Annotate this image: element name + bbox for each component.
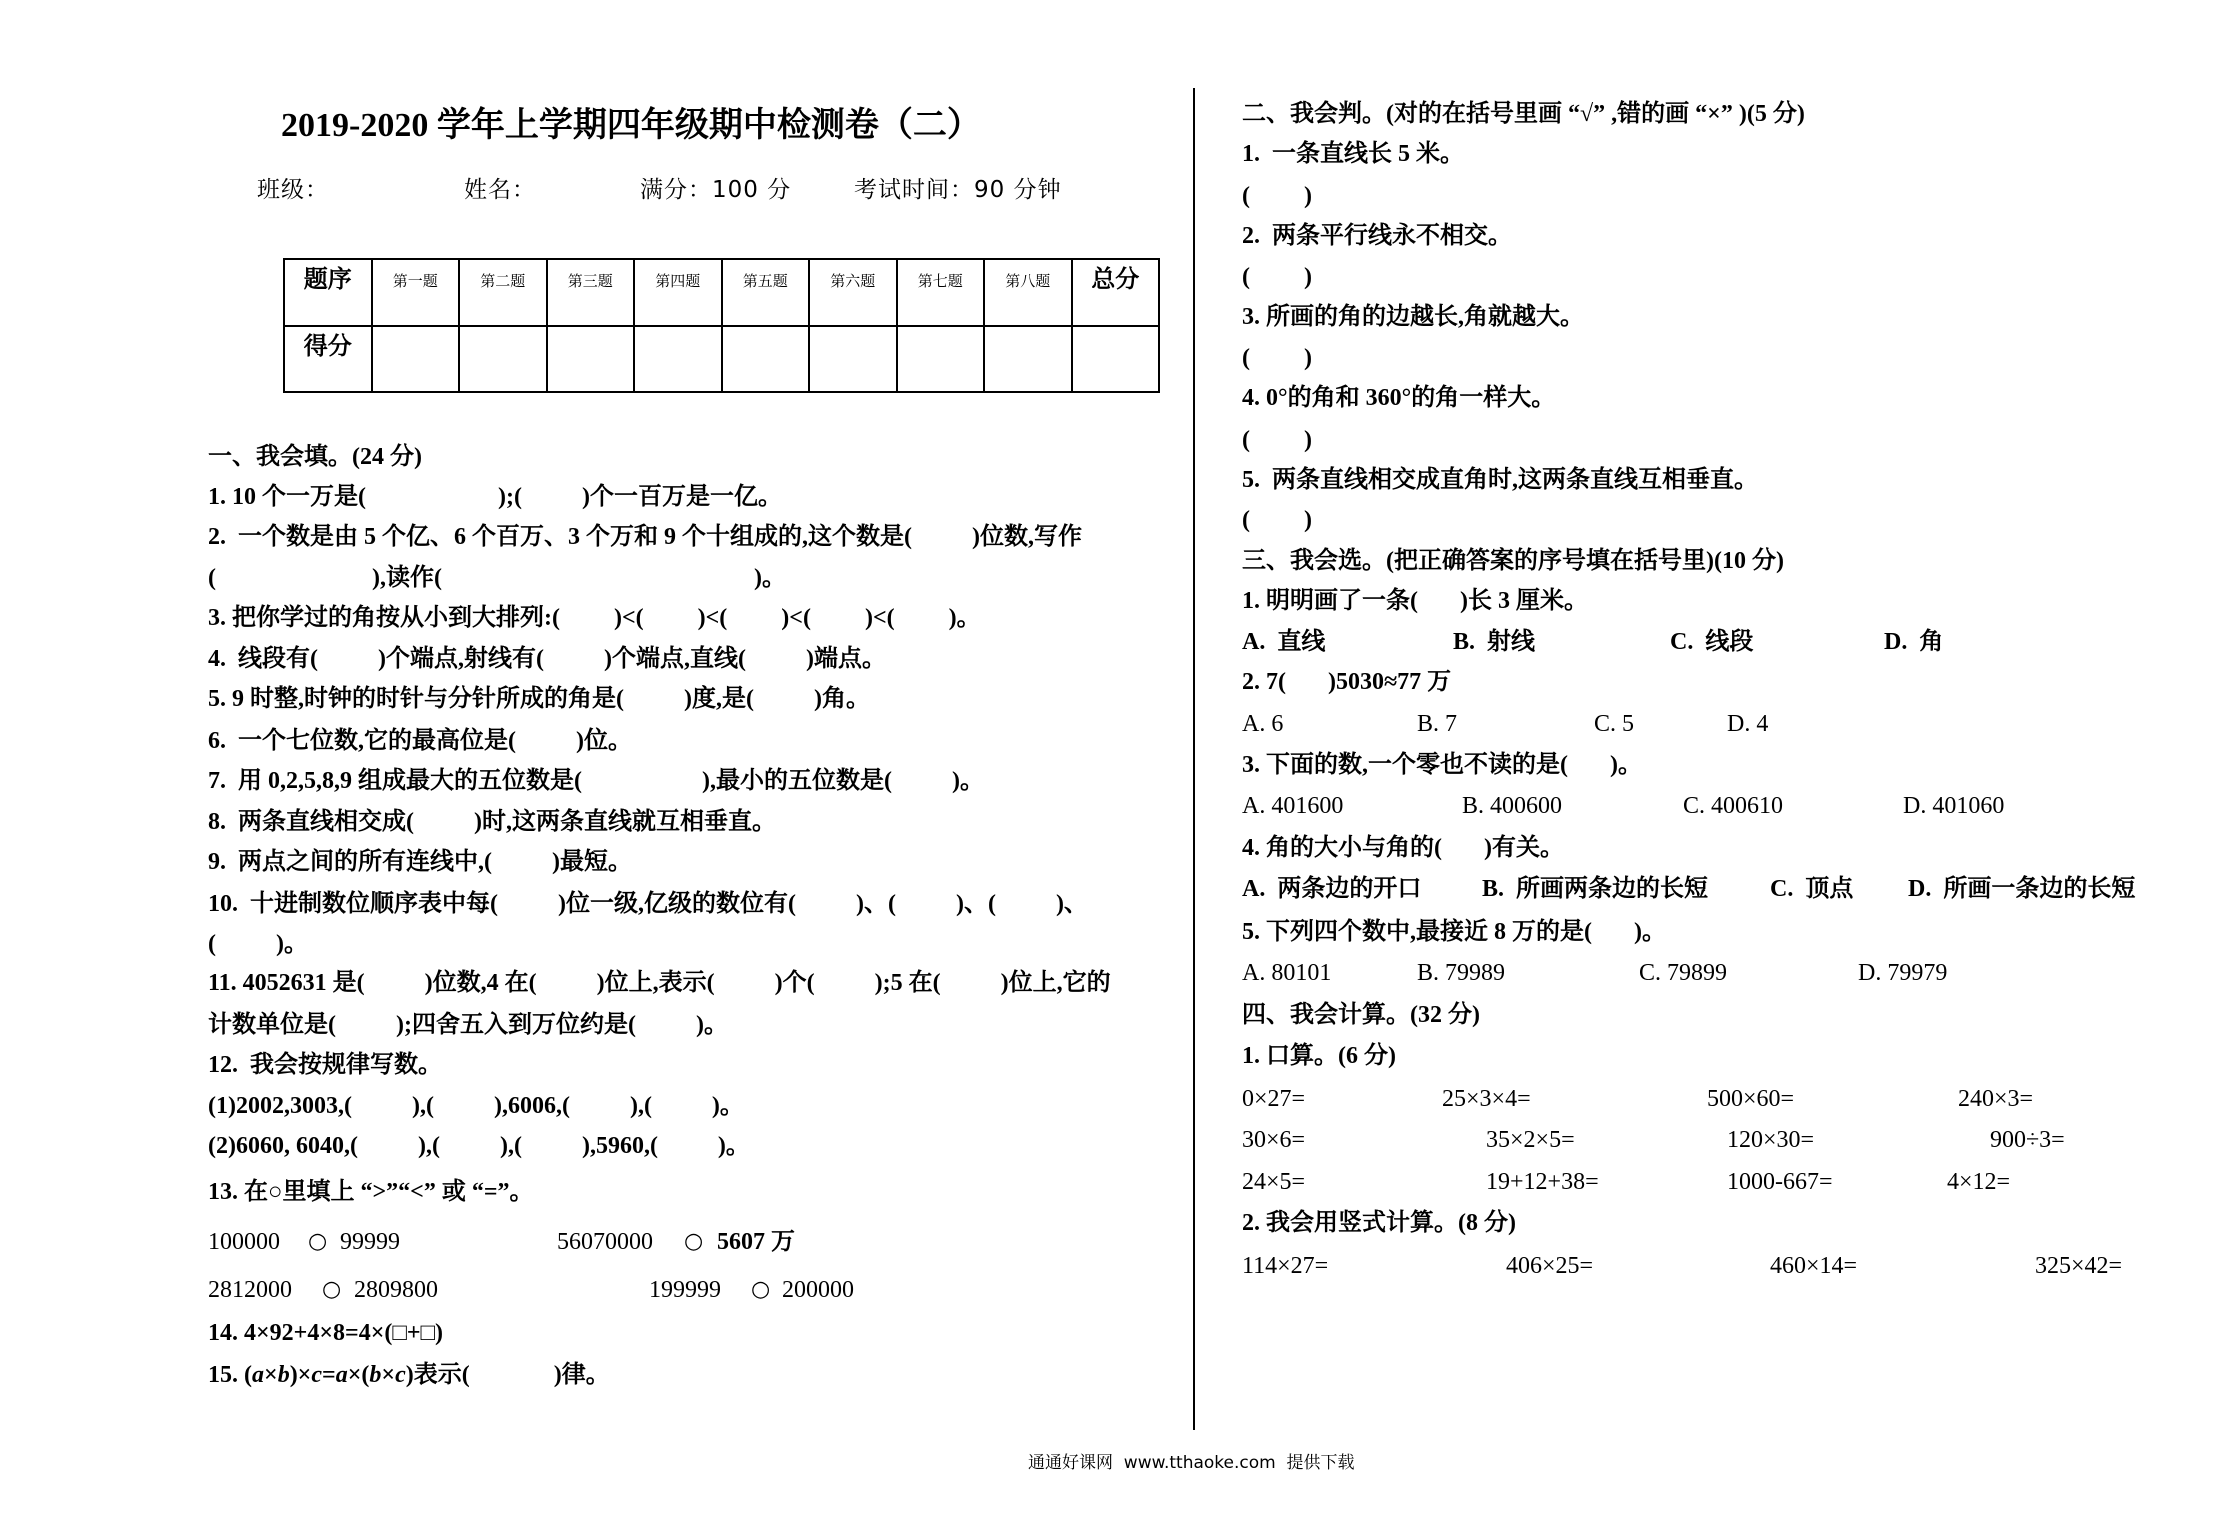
class-label: 班级：	[257, 177, 329, 203]
fill-q11-line1: 11. 4052631 是( )位数,4 在( )位上,表示( )个( );5 在( )位上,它的	[208, 970, 1111, 996]
judge-q2: 2. 两条平行线永不相交。	[1242, 223, 1512, 249]
mental-math-item: 900÷3=	[1990, 1127, 2065, 1153]
fill-q2-line1: 2. 一个数是由 5 个亿、6 个百万、3 个万和 9 个十组成的,这个数是( )位数,写作	[208, 524, 1082, 550]
judge-q3: 3. 所画的角的边越长,角就越大。	[1242, 304, 1584, 330]
mental-math-item: 30×6=	[1242, 1127, 1306, 1153]
fill-q5: 5. 9 时整,时钟的时针与分针所成的角是( )度,是( )角。	[208, 686, 870, 712]
fill-q10-line2: ( )。	[208, 931, 308, 957]
fill-q4: 4. 线段有( )个端点,射线有( )个端点,直线( )端点。	[208, 646, 886, 672]
section2-heading: 二、我会判。(对的在括号里画 “√” ,错的画 “×” )(5 分)	[1242, 101, 1805, 127]
option-d: D. 角	[1884, 629, 1944, 655]
compare-left-number: 100000	[208, 1229, 280, 1255]
judge-q2-answer: ( )	[1242, 264, 1312, 290]
fill-q10-line1: 10. 十进制数位顺序表中每( )位一级,亿级的数位有( )、( )、( )、	[208, 891, 1088, 917]
exam-time: 考试时间：90 分钟	[854, 177, 1062, 203]
compare-right-number: 2809800	[354, 1277, 438, 1303]
judge-q1: 1. 一条直线长 5 米。	[1242, 141, 1464, 167]
column-header-total: 总分	[1072, 259, 1160, 326]
mental-math-row	[0, 1085, 2221, 1113]
mental-math-item: 19+12+38=	[1486, 1169, 1599, 1195]
column-header-q6: 第六题	[809, 259, 897, 326]
choice-q1-options	[0, 628, 2221, 656]
option-d: D. 401060	[1903, 793, 2005, 819]
option-b: B. 射线	[1453, 629, 1536, 655]
option-c: C. 400610	[1683, 793, 1784, 819]
fill-q12-prompt: 12. 我会按规律写数。	[208, 1052, 442, 1078]
fill-q8: 8. 两条直线相交成( )时,这两条直线就互相垂直。	[208, 809, 776, 835]
compare-right-number: 5607 万	[717, 1229, 795, 1255]
column-header-q4: 第四题	[634, 259, 722, 326]
fill-q15: 15. (a×b)×c=a×(b×c)表示( )律。	[208, 1362, 610, 1388]
vertical-calc-row	[0, 1252, 2221, 1280]
column-header-q1: 第一题	[372, 259, 460, 326]
judge-q4: 4. 0°的角和 360°的角一样大。	[1242, 385, 1556, 411]
mental-math-item: 240×3=	[1958, 1086, 2034, 1112]
row-label-score: 得分	[284, 326, 372, 392]
column-header-q5: 第五题	[722, 259, 810, 326]
score-cell	[372, 326, 460, 392]
choice-q5-options	[0, 959, 2221, 987]
fill-q11-line2: 计数单位是( );四舍五入到万位约是( )。	[208, 1012, 728, 1038]
compare-circle: ○	[308, 1229, 328, 1254]
option-a: A. 6	[1242, 711, 1284, 737]
full-score: 满分：100 分	[640, 177, 792, 203]
compare-circle: ○	[751, 1277, 771, 1302]
option-c: C. 5	[1594, 711, 1635, 737]
fill-q9: 9. 两点之间的所有连线中,( )最短。	[208, 849, 632, 875]
vertical-calc-item: 460×14=	[1770, 1253, 1858, 1279]
mental-math-row	[0, 1168, 2221, 1196]
score-cell	[984, 326, 1072, 392]
column-header-q3: 第三题	[547, 259, 635, 326]
score-cell	[897, 326, 985, 392]
fill-q6: 6. 一个七位数,它的最高位是( )位。	[208, 728, 632, 754]
option-b: B. 400600	[1462, 793, 1563, 819]
score-table-score-row	[284, 326, 1159, 392]
mental-math-row	[0, 1126, 2221, 1154]
option-c: C. 线段	[1670, 629, 1754, 655]
score-cell	[459, 326, 547, 392]
choice-q3-options	[0, 792, 2221, 820]
section1-heading: 一、我会填。(24 分)	[208, 444, 422, 470]
mental-math-heading: 1. 口算。(6 分)	[1242, 1043, 1396, 1069]
choice-q5: 5. 下列四个数中,最接近 8 万的是( )。	[1242, 919, 1666, 945]
compare-circle: ○	[322, 1277, 342, 1302]
judge-q3-answer: ( )	[1242, 345, 1312, 371]
fill-q14: 14. 4×92+4×8=4×(□+□)	[208, 1320, 444, 1346]
section4-heading: 四、我会计算。(32 分)	[1242, 1002, 1480, 1028]
score-cell	[634, 326, 722, 392]
compare-right-number: 99999	[340, 1229, 400, 1255]
judge-q5-answer: ( )	[1242, 507, 1312, 533]
score-table-header-row	[284, 259, 1159, 326]
option-c: C. 顶点	[1770, 876, 1854, 902]
choice-q1: 1. 明明画了一条( )长 3 厘米。	[1242, 588, 1588, 614]
mental-math-item: 24×5=	[1242, 1169, 1306, 1195]
score-cell	[809, 326, 897, 392]
choice-q4: 4. 角的大小与角的( )有关。	[1242, 835, 1564, 861]
mental-math-item: 35×2×5=	[1486, 1127, 1575, 1153]
fill-q13-compare-row	[0, 1276, 2221, 1304]
compare-left-number: 2812000	[208, 1277, 292, 1303]
compare-circle: ○	[684, 1229, 704, 1254]
judge-q4-answer: ( )	[1242, 427, 1312, 453]
choice-q2: 2. 7( )5030≈77 万	[1242, 669, 1452, 695]
option-b: B. 79989	[1417, 960, 1506, 986]
option-b: B. 7	[1417, 711, 1458, 737]
score-cell	[547, 326, 635, 392]
option-d: D. 所画一条边的长短	[1908, 876, 2136, 902]
compare-left-number: 199999	[649, 1277, 721, 1303]
fill-q12-sequence-2: (2)6060, 6040,( ),( ),( ),5960,( )。	[208, 1133, 750, 1159]
fill-q7: 7. 用 0,2,5,8,9 组成最大的五位数是( ),最小的五位数是( )。	[208, 768, 984, 794]
score-cell	[722, 326, 810, 392]
section3-heading: 三、我会选。(把正确答案的序号填在括号里)(10 分)	[1242, 548, 1784, 574]
judge-q5: 5. 两条直线相交成直角时,这两条直线互相垂直。	[1242, 467, 1758, 493]
compare-right-number: 200000	[782, 1277, 854, 1303]
option-a: A. 直线	[1242, 629, 1326, 655]
vertical-calc-heading: 2. 我会用竖式计算。(8 分)	[1242, 1210, 1516, 1236]
fill-q3: 3. 把你学过的角按从小到大排列:( )<( )<( )<( )<( )。	[208, 605, 981, 631]
exam-title: 2019-2020 学年上学期四年级期中检测卷（二）	[281, 107, 981, 144]
fill-q1: 1. 10 个一万是( );( )个一百万是一亿。	[208, 484, 782, 510]
judge-q1-answer: ( )	[1242, 183, 1312, 209]
compare-left-number: 56070000	[557, 1229, 653, 1255]
option-a: A. 401600	[1242, 793, 1344, 819]
score-table	[283, 258, 1160, 393]
mental-math-item: 4×12=	[1947, 1169, 2011, 1195]
vertical-calc-item: 406×25=	[1506, 1253, 1594, 1279]
mental-math-item: 500×60=	[1707, 1086, 1795, 1112]
fill-q12-sequence-1: (1)2002,3003,( ),( ),6006,( ),( )。	[208, 1093, 744, 1119]
vertical-calc-item: 325×42=	[2035, 1253, 2123, 1279]
row-label-question-order: 题序	[284, 259, 372, 326]
fill-q13-prompt: 13. 在○里填上 “>”“<” 或 “=”。	[208, 1179, 534, 1205]
page-footer: 通通好课网 www.tthaoke.com 提供下载	[1028, 1453, 1355, 1473]
choice-q4-options	[0, 875, 2221, 903]
column-header-q8: 第八题	[984, 259, 1072, 326]
choice-q3: 3. 下面的数,一个零也不读的是( )。	[1242, 752, 1642, 778]
option-a: A. 80101	[1242, 960, 1332, 986]
option-d: D. 79979	[1858, 960, 1948, 986]
choice-q2-options	[0, 710, 2221, 738]
mental-math-item: 120×30=	[1727, 1127, 1815, 1153]
option-b: B. 所画两条边的长短	[1482, 876, 1709, 902]
score-cell	[1072, 326, 1160, 392]
option-a: A. 两条边的开口	[1242, 876, 1422, 902]
option-d: D. 4	[1727, 711, 1769, 737]
mental-math-item: 25×3×4=	[1442, 1086, 1531, 1112]
column-header-q7: 第七题	[897, 259, 985, 326]
column-header-q2: 第二题	[459, 259, 547, 326]
option-c: C. 79899	[1639, 960, 1728, 986]
vertical-calc-item: 114×27=	[1242, 1253, 1329, 1279]
name-label: 姓名：	[464, 177, 536, 203]
fill-q2-line2: ( ),读作( )。	[208, 565, 786, 591]
mental-math-item: 0×27=	[1242, 1086, 1306, 1112]
mental-math-item: 1000-667=	[1727, 1169, 1833, 1195]
